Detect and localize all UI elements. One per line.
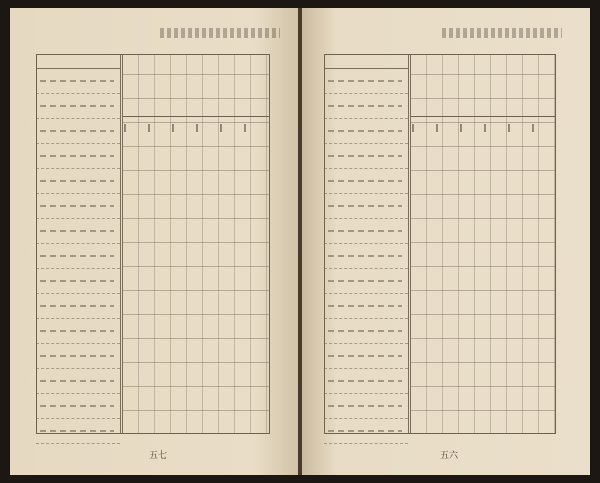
right-row-label (324, 319, 408, 344)
right-row-label (324, 94, 408, 119)
right-row-label (324, 244, 408, 269)
left-row-label-column (36, 54, 121, 434)
left-row-label (36, 94, 120, 119)
left-row-label (36, 394, 120, 419)
right-page-header-text (442, 28, 562, 38)
right-row-label (324, 269, 408, 294)
right-row-label (324, 194, 408, 219)
left-ledger-table (36, 54, 270, 434)
left-page-number: 五七 (149, 451, 168, 461)
right-row-label (324, 369, 408, 394)
right-row-label (324, 419, 408, 444)
right-row-label (324, 169, 408, 194)
left-row-label (36, 169, 120, 194)
right-row-label (324, 219, 408, 244)
left-column-marks (124, 124, 266, 132)
left-row-label (36, 369, 120, 394)
left-row-label (36, 194, 120, 219)
right-row-label (324, 119, 408, 144)
right-row-label (324, 344, 408, 369)
left-data-grid (122, 54, 270, 434)
left-page (10, 8, 298, 475)
left-row-label (36, 144, 120, 169)
left-row-label (36, 119, 120, 144)
right-page-number: 五六 (440, 451, 459, 461)
left-header-rule (123, 116, 270, 117)
right-row-label (324, 144, 408, 169)
left-row-label (36, 344, 120, 369)
right-row-label (324, 394, 408, 419)
left-row-label (36, 419, 120, 444)
left-row-label (36, 294, 120, 319)
right-page (302, 8, 590, 475)
left-page-header-text (160, 28, 280, 38)
left-row-label (36, 69, 120, 94)
left-row-label (36, 269, 120, 294)
left-label-header (36, 54, 120, 69)
right-row-label-column (324, 54, 409, 434)
right-data-grid (410, 54, 556, 434)
left-row-label (36, 219, 120, 244)
right-label-header (324, 54, 408, 69)
right-ledger-table (324, 54, 556, 434)
right-row-label (324, 69, 408, 94)
right-row-label (324, 294, 408, 319)
right-column-marks (412, 124, 552, 132)
open-book (10, 8, 590, 475)
right-header-rule (411, 116, 556, 117)
left-row-label (36, 319, 120, 344)
left-row-label (36, 244, 120, 269)
